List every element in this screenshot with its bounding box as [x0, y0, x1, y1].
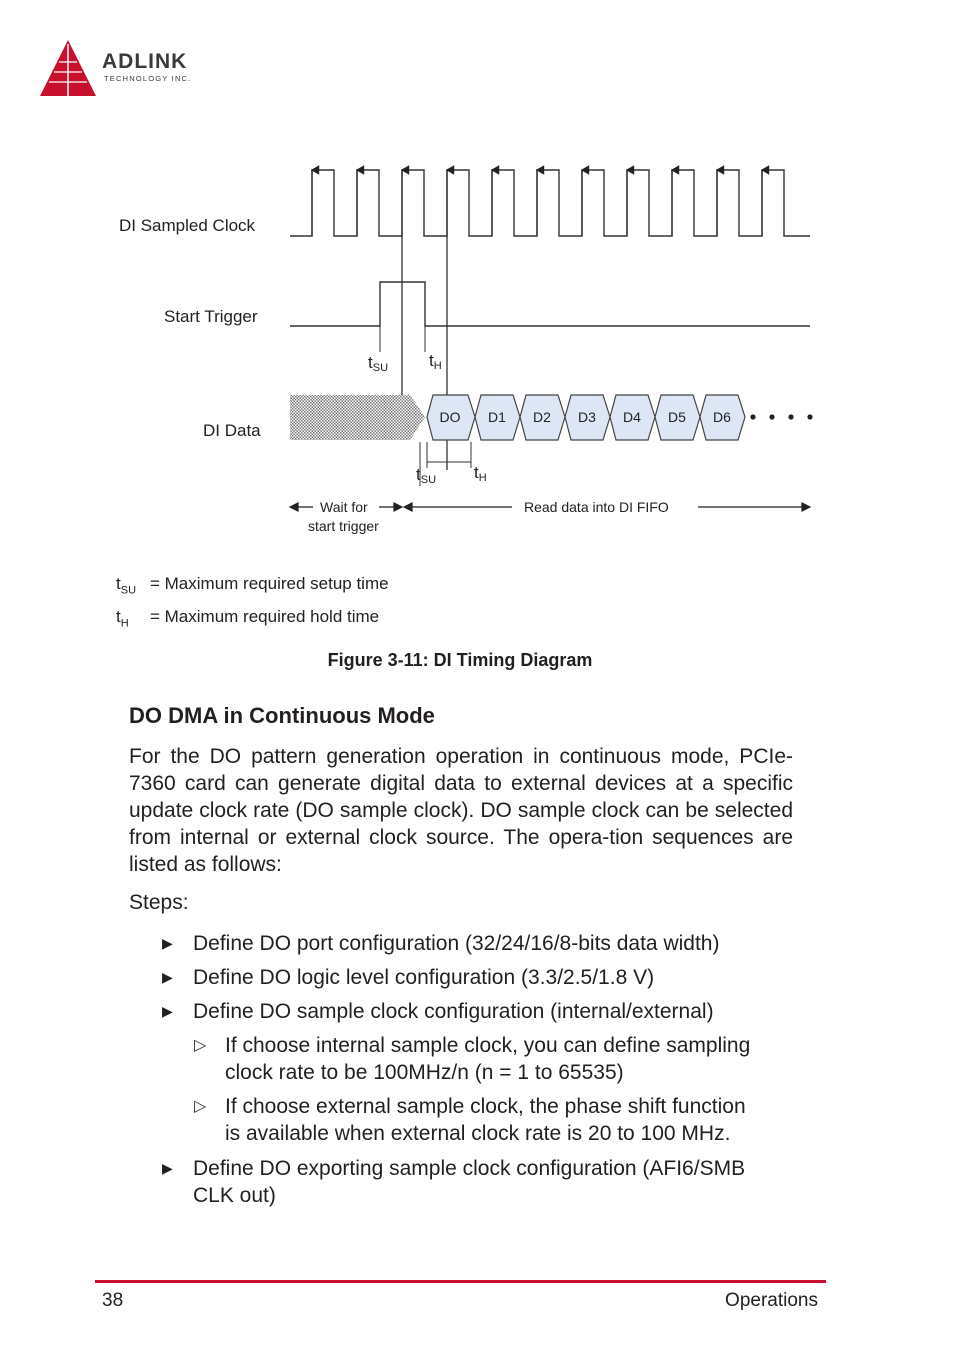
bullet-triangle-icon: ▶ — [162, 1003, 173, 1019]
footer-section-name: Operations — [725, 1290, 818, 1311]
body-paragraph: For the DO pattern generation operation in continuous mode, PCIe-7360 card can generate digital data to external devices at a specific update clock rate (DO sample clock). DO sample clock can be selected from internal or external clock source. The opera-tion sequences are listed as follows: — [129, 745, 793, 876]
data-cell-label: DO — [439, 409, 461, 425]
continuation-dots — [750, 414, 812, 419]
list-item-text: Define DO sample clock configuration (internal/external) — [193, 1000, 714, 1023]
read-label: Read data into DI FIFO — [524, 499, 669, 515]
di-data-hatched-region — [290, 395, 425, 440]
sub-item-line1: If choose internal sample clock, you can define sampling — [225, 1034, 751, 1057]
adlink-logo — [38, 38, 238, 100]
footer-divider — [95, 1280, 826, 1283]
clock-waveform — [290, 170, 810, 236]
list-item-text: Define DO port configuration (32/24/16/8-bits data width) — [193, 932, 720, 955]
trigger-tsu-label: tSU — [368, 353, 389, 374]
data-tsu-label: tSU — [416, 465, 437, 486]
data-cell-label: D1 — [488, 409, 506, 425]
legend-th — [116, 607, 379, 629]
section-title: DO DMA in Continuous Mode — [129, 703, 435, 728]
trigger-th-label: tH — [429, 351, 442, 372]
data-th-label: tH — [474, 463, 487, 484]
logo-brand-text: ADLINK — [102, 50, 188, 73]
bullet-triangle-icon: ▶ — [162, 935, 173, 951]
figure-caption: Figure 3-11: DI Timing Diagram — [327, 650, 593, 670]
logo-triangle-icon — [38, 38, 100, 100]
wait-label-line2: start trigger — [308, 518, 379, 534]
list-item-line1: Define DO exporting sample clock configuration (AFI6/SMB — [193, 1157, 746, 1180]
legend-text: = Maximum required setup time — [150, 574, 389, 593]
label-di-sampled-clock: DI Sampled Clock — [119, 216, 256, 235]
sub-item-line2: is available when external clock rate is 20 to 100 MHz. — [225, 1122, 731, 1145]
legend-symbol: $t_{SU}$ — [116, 574, 137, 597]
hollow-triangle-icon: ▷ — [194, 1037, 207, 1054]
bullet-triangle-icon: ▶ — [162, 969, 173, 985]
data-cell-label: D3 — [578, 409, 596, 425]
label-di-data: DI Data — [203, 421, 261, 440]
list-item-line2: CLK out) — [193, 1184, 276, 1207]
hollow-triangle-icon: ▷ — [194, 1098, 207, 1115]
data-cell-label: D4 — [623, 409, 641, 425]
data-cell-label: D5 — [668, 409, 686, 425]
start-trigger-waveform — [290, 282, 810, 326]
data-cell-label: D2 — [533, 409, 551, 425]
data-cell-label: D6 — [713, 409, 731, 425]
legend-tsu — [116, 574, 389, 596]
label-start-trigger: Start Trigger — [164, 307, 258, 326]
wait-label-line1: Wait for — [320, 499, 368, 515]
bullet-triangle-icon: ▶ — [162, 1160, 173, 1176]
legend-symbol: $t_H$ — [116, 607, 129, 630]
sub-item-line2: clock rate to be 100MHz/n (n = 1 to 65535) — [225, 1061, 624, 1084]
legend-text: = Maximum required hold time — [150, 607, 380, 626]
logo-subtitle-text: TECHNOLOGY INC. — [104, 74, 192, 83]
page-number: 38 — [102, 1290, 124, 1311]
list-item-text: Define DO logic level configuration (3.3/2.5/1.8 V) — [193, 966, 655, 989]
steps-label: Steps: — [129, 891, 189, 914]
sub-item-line1: If choose external sample clock, the phase shift function — [225, 1095, 746, 1118]
timing-diagram — [100, 150, 830, 550]
